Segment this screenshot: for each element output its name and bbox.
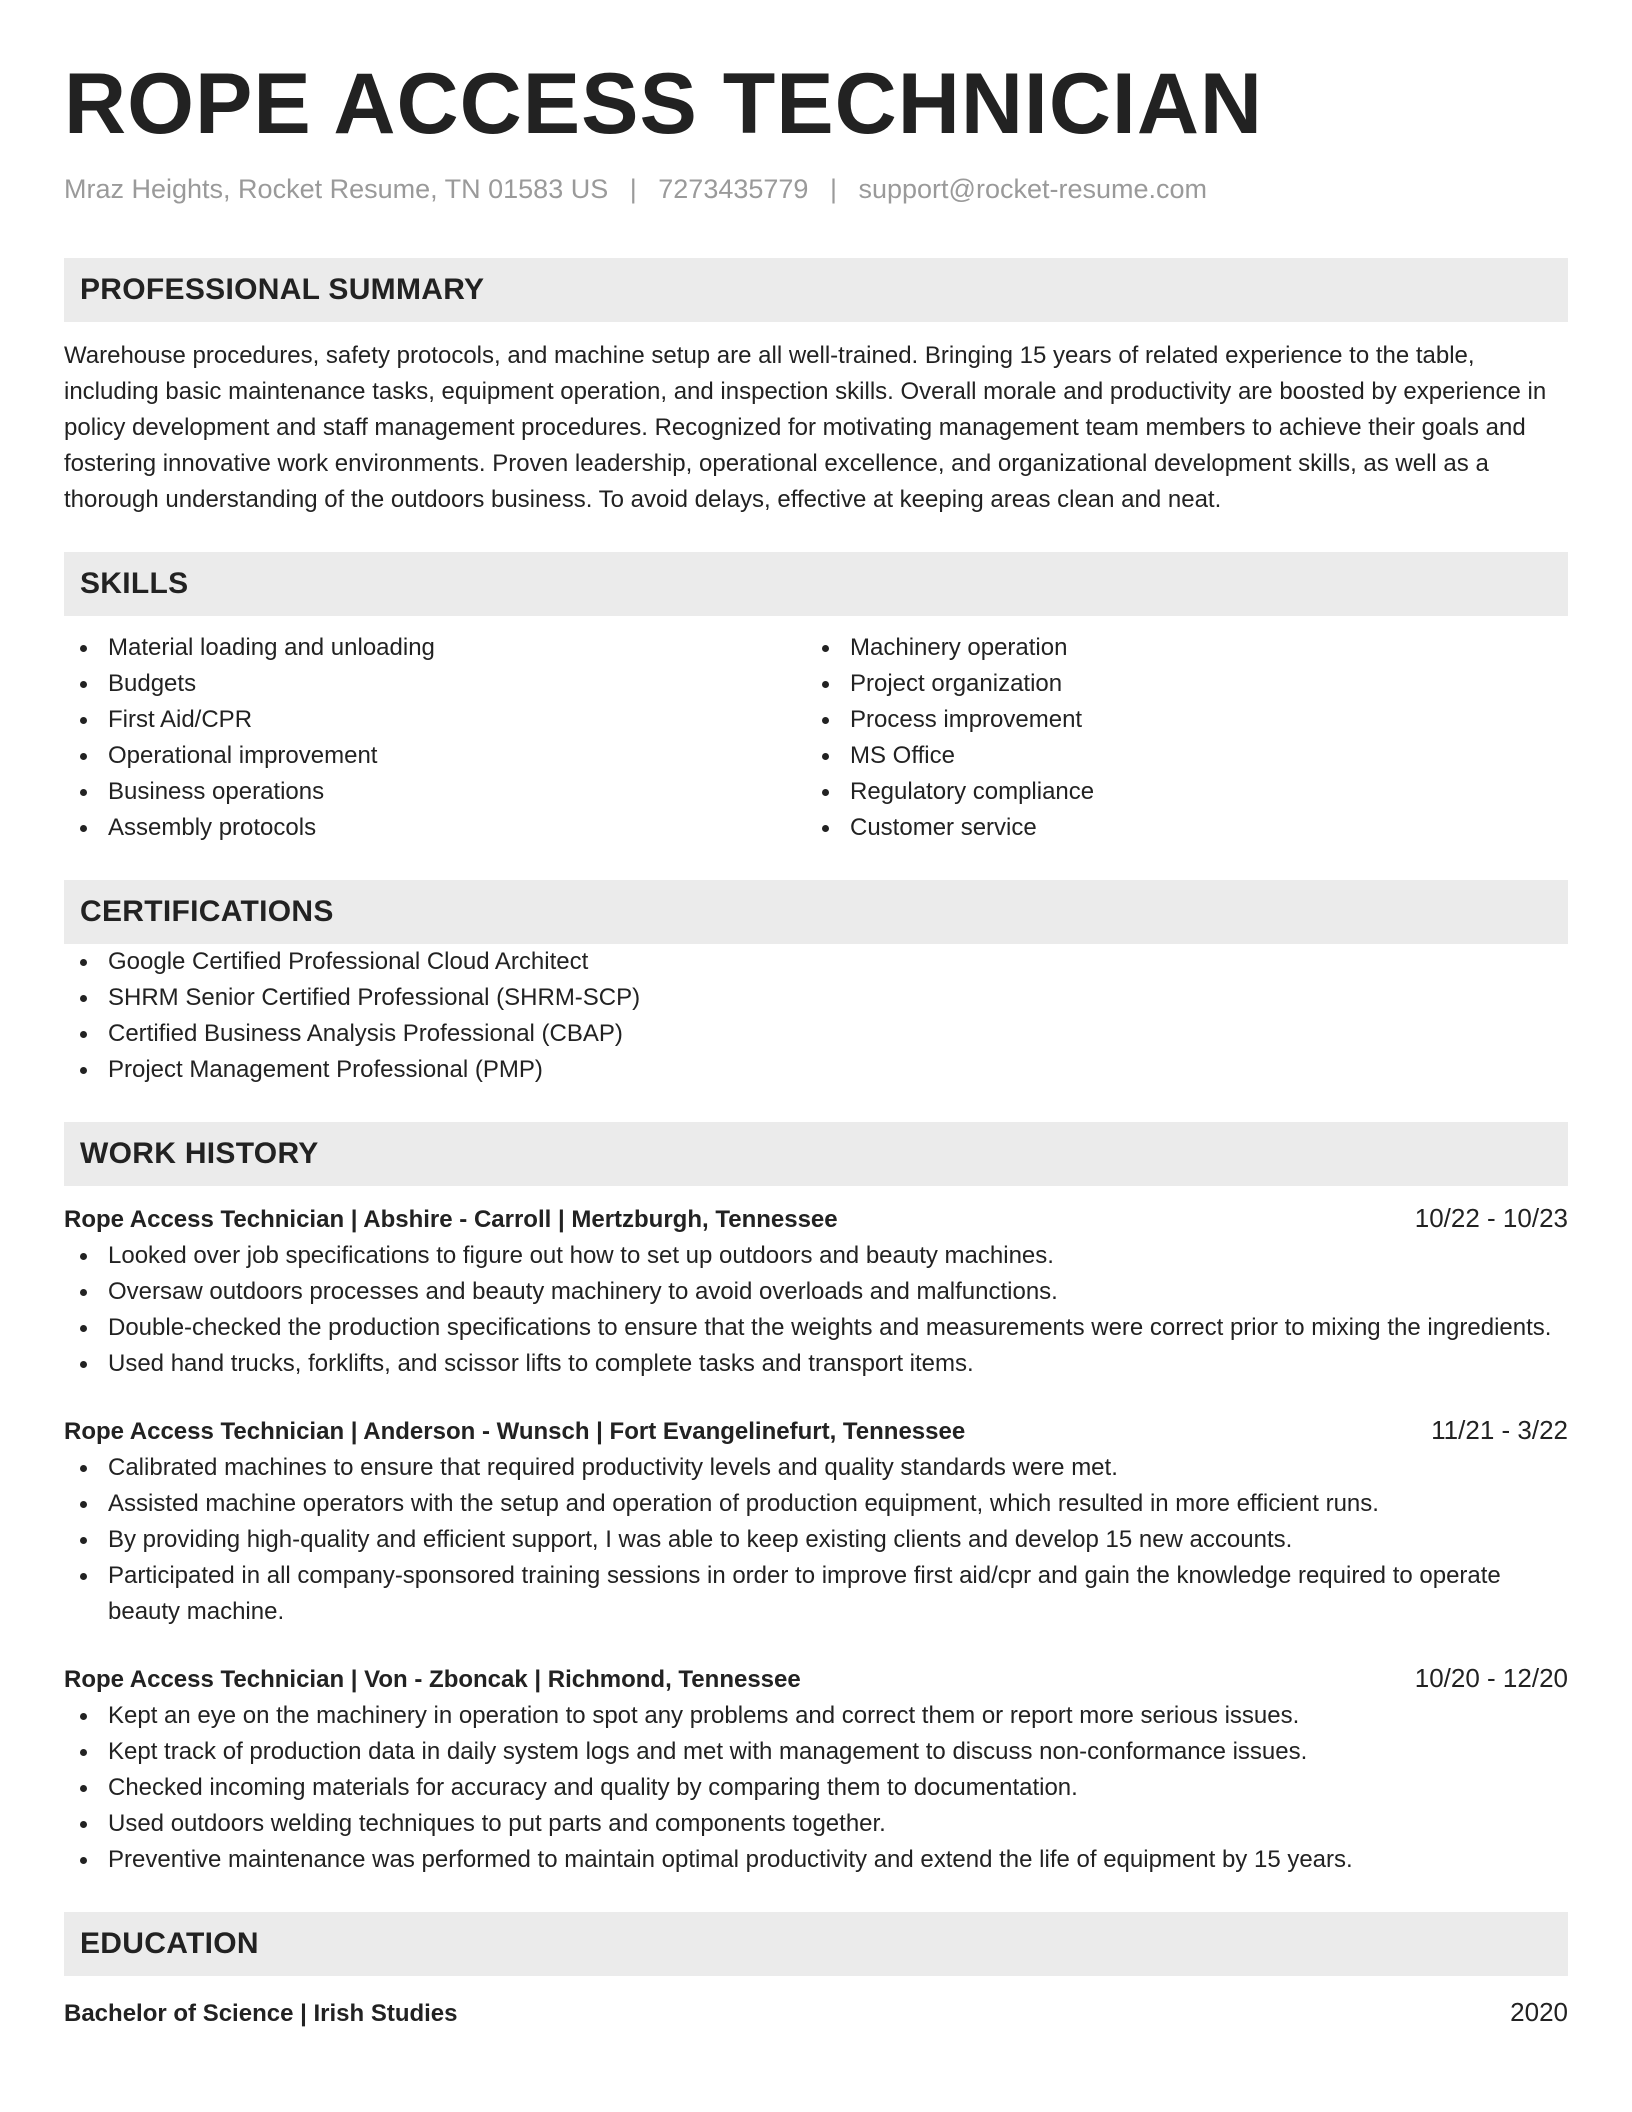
skill-item: Process improvement (806, 702, 1548, 738)
certification-item: Project Management Professional (PMP) (64, 1052, 1568, 1088)
job-dates: 10/22 - 10/23 (1414, 1203, 1568, 1233)
education-heading: EDUCATION (64, 1912, 1568, 1976)
certifications-list (64, 944, 1568, 1088)
job-title: Rope Access Technician | Von - Zboncak | Richmond, Tennessee (64, 1666, 801, 1693)
job-entry (64, 1200, 1568, 1382)
certification-item: Google Certified Professional Cloud Architect (64, 944, 1568, 980)
job-bullet: Used outdoors welding techniques to put parts and components together. (64, 1806, 1568, 1842)
skill-item: MS Office (806, 738, 1548, 774)
job-bullet: Calibrated machines to ensure that required productivity levels and quality standards were met. (64, 1450, 1568, 1486)
certification-item: Certified Business Analysis Professional (CBAP) (64, 1016, 1568, 1052)
job-bullet: Preventive maintenance was performed to maintain optimal productivity and extend the life of equipment by 15 years. (64, 1842, 1568, 1878)
skill-item: Business operations (64, 774, 806, 810)
job-entry (64, 1660, 1568, 1878)
address-text: Mraz Heights, Rocket Resume, TN 01583 US (64, 174, 609, 204)
job-bullet: Assisted machine operators with the setup and operation of production equipment, which resulted in more efficient runs. (64, 1486, 1568, 1522)
job-dates: 11/21 - 3/22 (1431, 1415, 1568, 1445)
job-entry (64, 1412, 1568, 1630)
candidate-name: ROPE ACCESS TECHNICIAN (64, 56, 1264, 152)
summary-heading: PROFESSIONAL SUMMARY (64, 258, 1568, 322)
graduation-year: 2020 (1510, 1997, 1568, 2027)
job-bullet: Looked over job specifications to figure out how to set up outdoors and beauty machines. (64, 1238, 1568, 1274)
job-bullet: Participated in all company-sponsored training sessions in order to improve first aid/cpr and gain the knowledge required to operate beauty machine. (64, 1558, 1568, 1630)
skill-item: Project organization (806, 666, 1548, 702)
contact-separator: | (829, 174, 837, 204)
skills-list (64, 630, 1568, 846)
job-title: Rope Access Technician | Anderson - Wunsch | Fort Evangelinefurt, Tennessee (64, 1418, 966, 1445)
phone-text: 7273435779 (658, 174, 809, 204)
job-bullet: Kept an eye on the machinery in operation to spot any problems and correct them or report more serious issues. (64, 1698, 1568, 1734)
work-history-heading: WORK HISTORY (64, 1122, 1568, 1186)
email-text: support@rocket-resume.com (858, 174, 1208, 204)
skills-heading: SKILLS (64, 552, 1568, 616)
certification-item: SHRM Senior Certified Professional (SHRM-SCP) (64, 980, 1568, 1016)
skill-item: Customer service (806, 810, 1548, 846)
job-bullet: Oversaw outdoors processes and beauty machinery to avoid overloads and malfunctions. (64, 1274, 1568, 1310)
job-title: Rope Access Technician | Abshire - Carroll | Mertzburgh, Tennessee (64, 1206, 838, 1233)
skill-item: Regulatory compliance (806, 774, 1548, 810)
contact-separator: | (629, 174, 637, 204)
resume-page (64, 58, 1568, 2032)
degree-text: Bachelor of Science | Irish Studies (64, 2000, 458, 2027)
skill-item: First Aid/CPR (64, 702, 806, 738)
job-dates: 10/20 - 12/20 (1414, 1663, 1568, 1693)
skills-column-left (64, 630, 806, 846)
skills-column-right (806, 630, 1548, 846)
skill-item: Operational improvement (64, 738, 806, 774)
skill-item: Budgets (64, 666, 806, 702)
job-bullet: Double-checked the production specifications to ensure that the weights and measurements were correct prior to mixing the ingredients. (64, 1310, 1568, 1346)
job-bullet: Used hand trucks, forklifts, and scissor lifts to complete tasks and transport items. (64, 1346, 1568, 1382)
contact-line (64, 172, 1568, 206)
job-bullet: Checked incoming materials for accuracy and quality by comparing them to documentation. (64, 1770, 1568, 1806)
skill-item: Machinery operation (806, 630, 1548, 666)
job-bullet: By providing high-quality and efficient support, I was able to keep existing clients and develop 15 new accounts. (64, 1522, 1568, 1558)
job-bullet: Kept track of production data in daily system logs and met with management to discuss non-conformance issues. (64, 1734, 1568, 1770)
summary-paragraph: Warehouse procedures, safety protocols, and machine setup are all well-trained. Bringing 15 years of related experience to the table, including basic maintenance tasks, equipment operation, and inspection skills. Overall morale and productivity are boosted by experience in policy development and staff management procedures. Recognized for motivating management team members to achieve their goals and fostering innovative work environments. Proven leadership, operational excellence, and organizational development skills, as well as a thorough understanding of the outdoors business. To avoid delays, effective at keeping areas clean and neat. (64, 342, 1547, 513)
skill-item: Material loading and unloading (64, 630, 806, 666)
certifications-heading: CERTIFICATIONS (64, 880, 1568, 944)
education-entry (64, 1994, 1568, 2032)
skill-item: Assembly protocols (64, 810, 806, 846)
